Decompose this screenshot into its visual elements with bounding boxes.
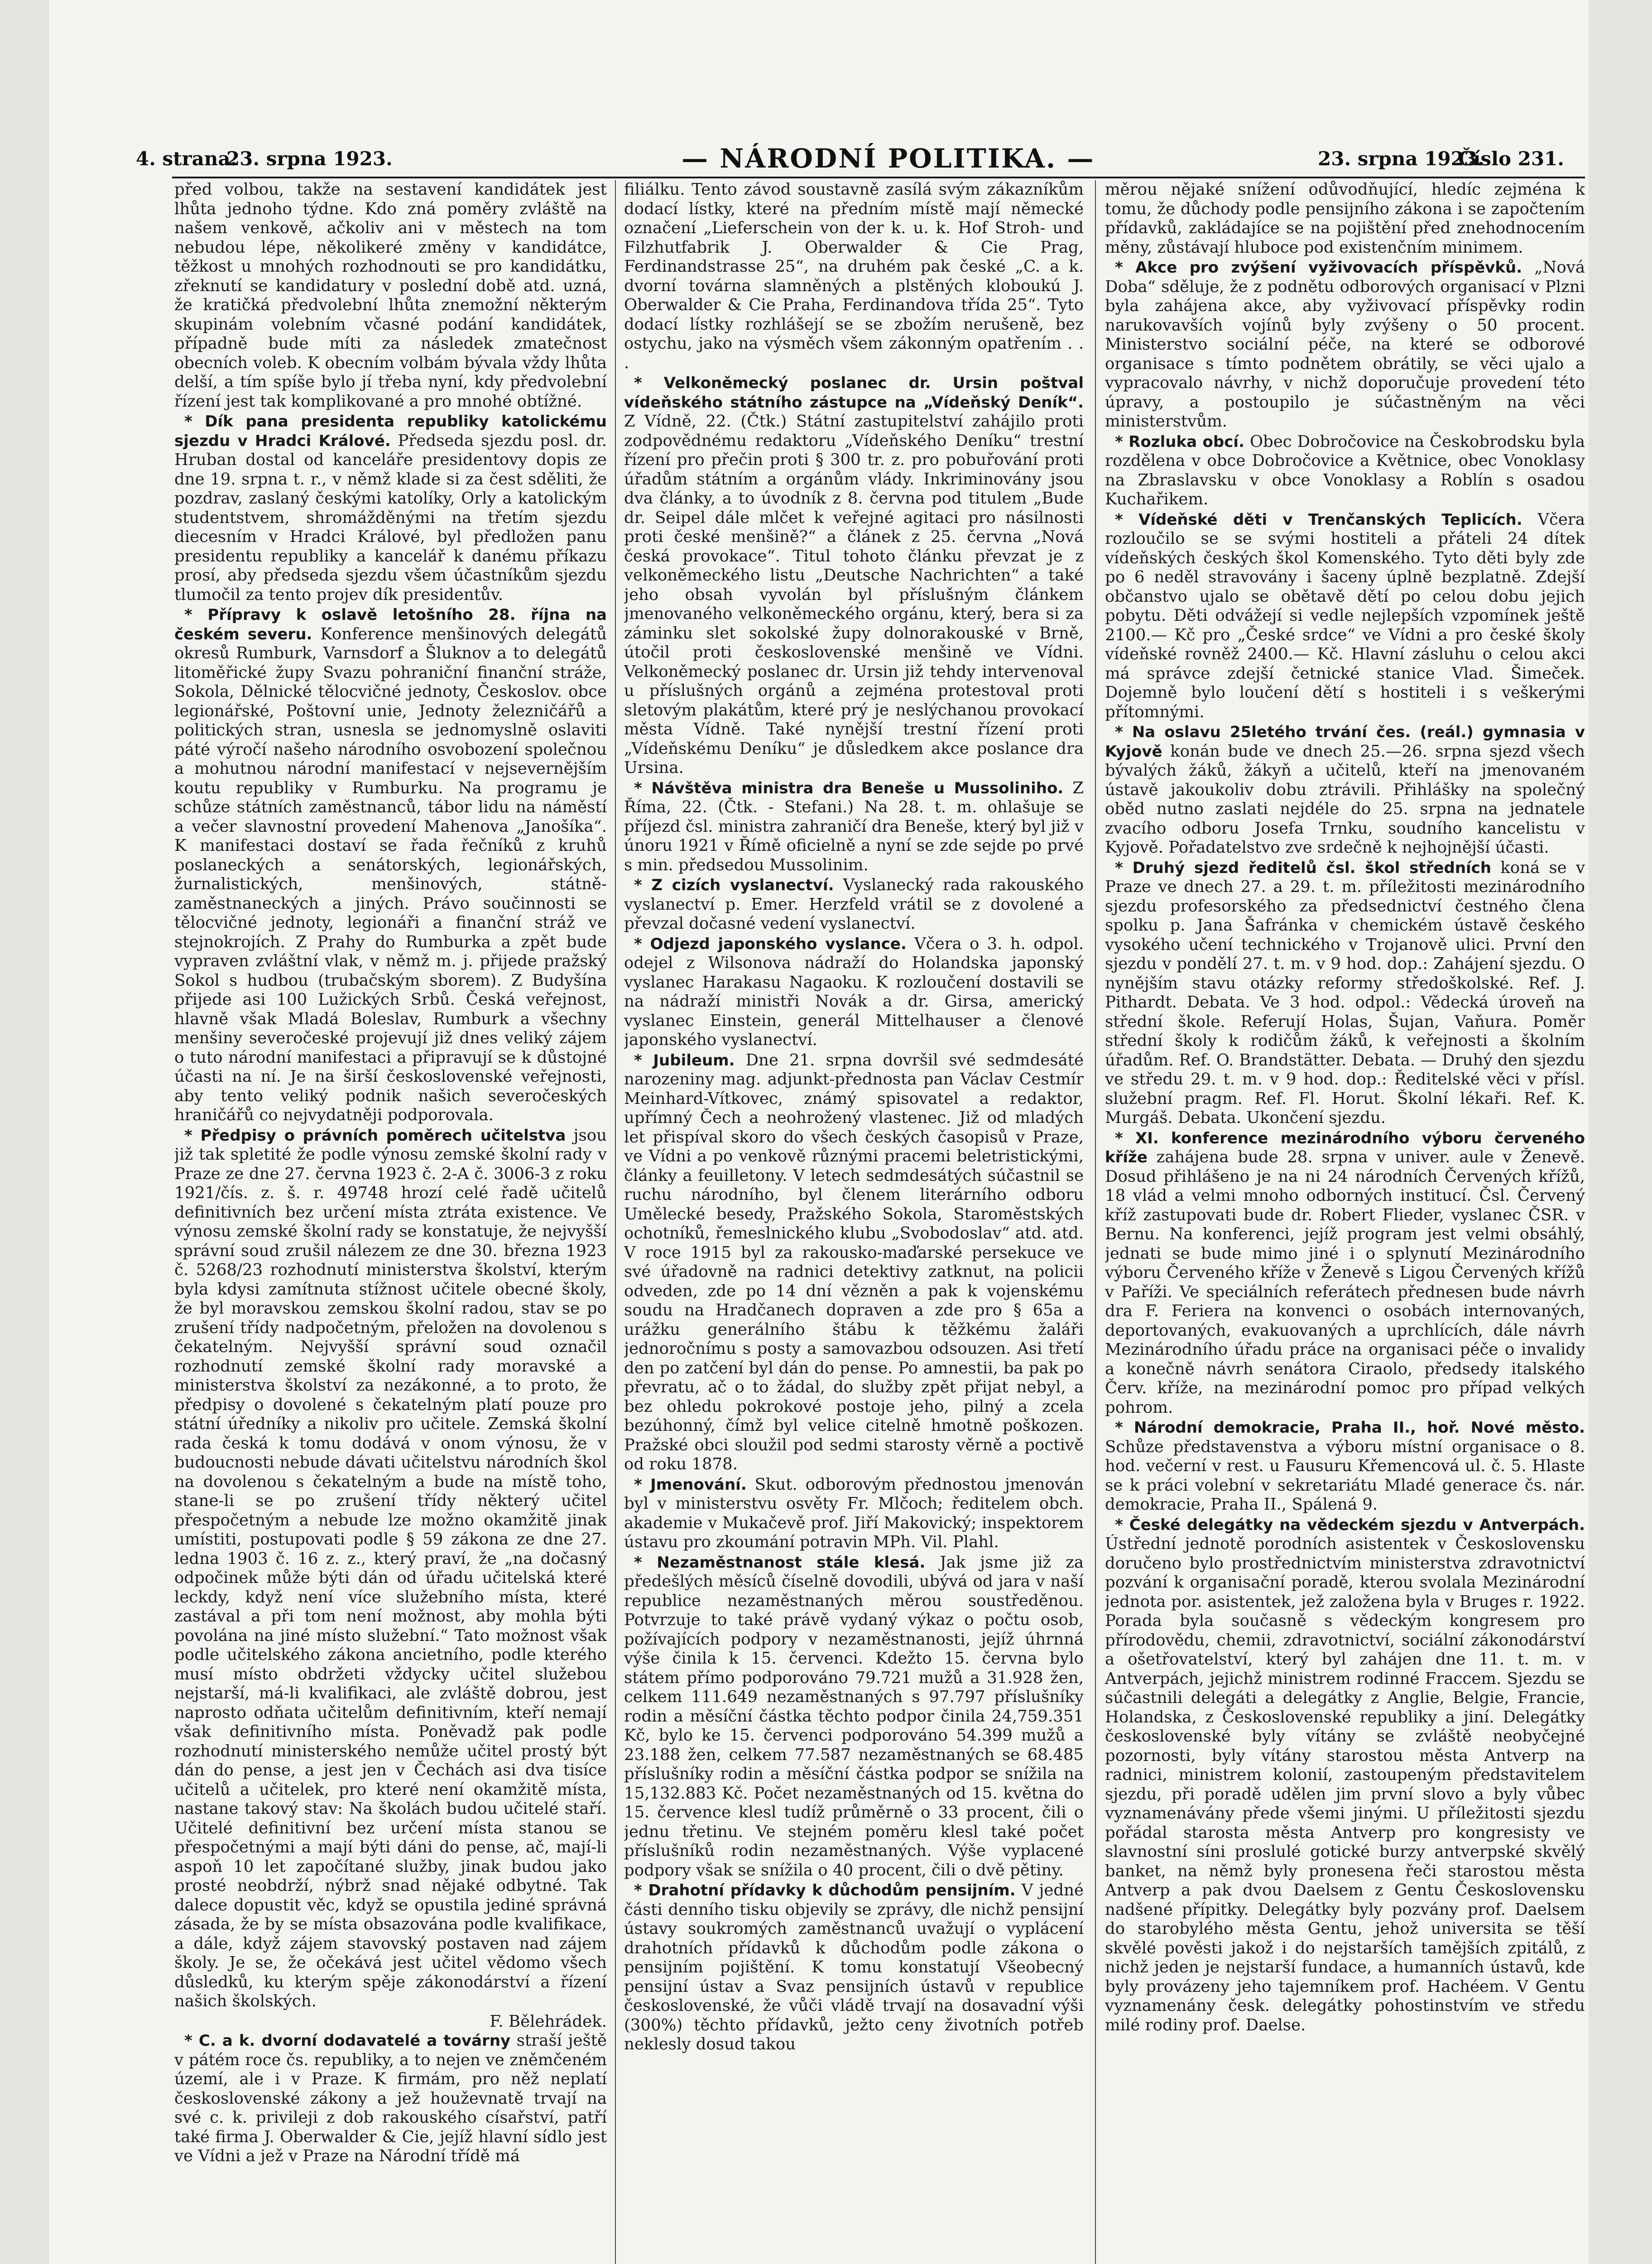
article-headline: * Druhý sjezd ředitelů čsl. škol středních <box>1115 859 1492 877</box>
article-body: straší ještě v pátém roce čs. republiky, a to nejen ve zněmčeném území, ale i v Praze. K firmám, pro něž neplatí československé zákony a jež houževnatě trvají na své c. k. privileji z dob rakouského císařství, patří také firma J. Oberwalder & Cie, jejíž hlavní sídlo jest ve Vídni a jež v Praze na Národní třídě má <box>174 2031 607 2165</box>
article-headline: * Dík pana presidenta republiky katolickému sjezdu v Hradci Králové. <box>174 413 607 450</box>
article-body: Předseda sjezdu posl. dr. Hruban dostal od kanceláře presidentovy dopis ze dne 19. srpna t. r., v němž klade si za čest sděliti, že pozdrav, zaslaný českými katolíky, Orly a katolickým studentstvem, shromážděnými na třetím sjezdu diecesním v Hradci Králové, byl předložen panu presidentu republiky a kancelář k danému příkazu prosí, aby předseda sjezdu všem účastníkům sjezdu tlumočil za tento projev dík presidentův. <box>174 431 607 604</box>
article-body: konán bude ve dnech 25.—26. srpna sjezd všech bývalých žáků, žákyň a učitelů, kteří na jmenovaném ústavě jakoukoliv dobu ztrávili. Přihlášky na společný oběd nutno zaslati nejdéle do 25. srpna na jednatele zvacího odboru Josefa Trnku, soudního kancelistu v Kyjově. Pořadatelstvo zve srdečně k nejhojnější účasti. <box>1105 742 1585 857</box>
column-2 <box>624 180 1084 2264</box>
article-paragraph <box>1105 510 1585 722</box>
article-headline: * Rozluka obcí. <box>1115 432 1244 451</box>
article-paragraph <box>1105 723 1585 858</box>
article-body: Vyslanecký rada rakouského vyslanectví p. Emer. Herzfeld vrátil se z dovolené a převzal dočasné vedení vyslanectví. <box>624 876 1084 933</box>
article-body: koná se v Praze ve dnech 27. a 29. t. m. příležitosti mezinárodního sjezdu profesorského za předsednictví čestného člena spolku p. Jana Šafránka v chemickém ústavě českého vysokého učení technického v Trojanově ulici. První den sjezdu v pondělí 27. t. m. v 9 hod. dop.: Zahájení sjezdu. O nynějším stavu otázky reformy středoškolské. Ref. J. Pithardt. Debata. Ve 3 hod. odpol.: Vědecká úroveň na střední škole. Referují Holas, Šujan, Vaňura. Poměr střední školy k rodičům žáků, k veřejnosti a školním úřadům. Ref. O. Brandstätter. Debata. — Druhý den sjezdu ve středu 29. t. m. v 9 hod. dop.: Ředitelské věci v přísl. služební pragm. Ref. Fl. Horut. Školní lékaři. Ref. K. Murgáš. Debata. Ukončení sjezdu. <box>1105 858 1585 1127</box>
article-paragraph <box>624 935 1084 1050</box>
article-paragraph <box>624 779 1084 875</box>
page-header <box>136 134 1592 176</box>
article-paragraph <box>1105 1516 1585 2035</box>
article-headline: * Národní demokracie, Praha II., hoř. Nové město. <box>1115 1419 1585 1437</box>
article-body: Schůze představenstva a výboru místní organisace o 8. hod. večerní v rest. u Fausuru Křemencová ul. č. 5. Hlaste se k práci volební v sekretariátu Mladé generace čs. nár. demokracie, Praha II., Spálená 9. <box>1105 1437 1585 1514</box>
article-headline: * Vídeňské děti v Trenčanských Teplicích. <box>1115 510 1522 529</box>
article-paragraph <box>624 1051 1084 1474</box>
article-paragraph <box>624 1881 1084 2054</box>
header-date-right: 23. srpna 1923. <box>1318 148 1484 170</box>
article-paragraph <box>1105 859 1585 1128</box>
article-paragraph <box>1105 1129 1585 1418</box>
column-divider <box>615 180 616 2264</box>
header-rule <box>172 177 1585 178</box>
article-body: Z Vídně, 22. (Čtk.) Státní zastupitelství zahájilo proti zodpovědnému redaktoru „Vídeňského Deníku“ trestní řízení pro přečin proti § 300 tr. z. pro pobuřování proti úřadům státním a orgánům vlády. Inkriminovány jsou dva články, a to úvodník z 8. června pod titulem „Bude dr. Seipel dále mlčet k veřejné agitaci pro násilnosti proti české menšině?“ a článek z 25. června „Nová česká provokace“. Titul tohoto článku převzat je z velkoněmeckého listu „Deutsche Nachrichten“ a také jeho obsah vyvolán byl příslušným článkem jmenovaného velkoněmeckého orgánu, který, bera si za záminku slet sokolské župy dolnorakouské v Brně, útočil proti československé menšině ve Vídni. Velkoněmecký poslanec dr. Ursin již tehdy intervenoval u příslušných orgánů a zejména protestoval proti sletovým plakátům, které prý je neslýchanou provokací města Vídně. Také nynější trestní řízení proti „Vídeňskému Deníku“ je důsledkem akce poslance dra Ursina. <box>624 412 1084 777</box>
article-body: Z Říma, 22. (Čtk. - Stefani.) Na 28. t. m. ohlašuje se příjezd čsl. ministra zahraničí dra Beneše, který byl již v únoru 1921 v Římě oficielně a nyní se zde sejde po prvé s min. předsedou Mussolinim. <box>624 778 1084 874</box>
article-signature: F. Bělehrádek. <box>490 2012 607 2031</box>
article-paragraph <box>624 1475 1084 1552</box>
article-headline: * Drahotní přídavky k důchodům pensijním. <box>634 1881 1016 1899</box>
article-paragraph <box>174 412 607 604</box>
article-paragraph <box>1105 1418 1585 1515</box>
header-date-left: 23. srpna 1923. <box>226 148 393 170</box>
article-headline: * Odjezd japonského vyslance. <box>634 935 907 953</box>
column-1 <box>174 180 607 2264</box>
article-headline: * Jmenování. <box>634 1475 747 1494</box>
article-headline: * Jubileum. <box>634 1051 735 1070</box>
article-body: V jedné části denního tisku objevily se zprávy, dle nichž pensijní ústavy soukromých zaměstnanců uvažují o vyplácení drahotních přídavků k důchodům podle zákona o pensijním pojištění. K tomu konstatují Všeobecný pensijní ústav a Svaz pensijních ústavů v republice československé, že vůči vládě trvají na dosavadní výši (300%) těchto přídavků, ježto ceny životních potřeb neklesly dosud takou <box>624 1881 1084 2053</box>
masthead-title: — NÁRODNÍ POLITIKA. — <box>682 143 1095 174</box>
article-body: Jak jsme již za předešlých měsíců číselně dovodili, ubývá od jara v naší republice nezaměstnaných měrou soustředěnou. Potvrzuje to také právě vydaný výkaz o počtu osob, požívajících podpory v nezaměstnanosti, jejíž úhrnná výše činila k 15. červenci. Kdežto 15. června bylo státem přímo podporováno 79.721 mužů a 31.928 žen, celkem 111.649 nezaměstnaných s 97.797 příslušníky rodin a měsíční částka těchto podpor činila 24,759.351 Kč, bylo ke 15. červenci podporováno 54.399 mužů a 23.188 žen, celkem 77.587 nezaměstnaných se 68.485 příslušníky rodin a měsíční částka podpor se snížila na 15,132.883 Kč. Počet nezaměstnaných od 15. května do 15. července klesl tudíž průměrně o 33 procent, čili o jednu třetinu. Ve stejném poměru klesl také počet příslušníků rodin nezaměstnaných. Výše vyplacené podpory však se snížila o 40 procent, čili o dvě pětiny. <box>624 1553 1084 1880</box>
article-paragraph <box>624 876 1084 934</box>
article-body: Konference menšinových delegátů okresů Rumburk, Varnsdorf a Šluknov a to delegátů litoměřické župy Svazu pohraniční finanční stráže, Sokola, Dělnické tělocvičné jednoty, Českoslov. obce legionářské, Poštovní unie, Jednoty železničářů a politických stran, usnesla se jednomyslně oslaviti páté výročí našeho národního osvobození společnou a mohutnou národní manifestací v nejsevernějším koutu republiky v Rumburku. Na programu je schůze státních zaměstnanců, tábor lidu na náměstí a večer slavnostní provedení Mahenova „Janošíka“. K manifestaci dostaví se řada řečníků z kruhů poslaneckých a senátorských, legionářských, žurnalistických, menšinových, státně-zaměstnaneckých a jiných. Právo součinnosti se tělocvičné jednoty, legionáři a finanční stráž ve stejnokrojích. Z Prahy do Rumburka a zpět bude vypraven zvláštní vlak, v němž m. j. přijede pražský Sokol s hudbou (trubačským sborem). Z Budyšína přijede asi 100 Lužických Srbů. Česká veřejnost, hlavně však Mladá Boleslav, Rumburk a všechny menšiny severočeské projevují již dnes veliký zájem o tuto národní manifestaci a připravují se k důstojné účasti na ní. Je na širší československé veřejnosti, aby tento veliký podnik našich severočeských hraničářů co nejvydatněji podporovala. <box>174 624 607 1124</box>
article-headline: * XI. konference mezinárodního výboru červeného kříže <box>1105 1129 1585 1166</box>
article-paragraph <box>624 1553 1084 1880</box>
article-headline: * Velkoněmecký poslanec dr. Ursin poštval vídeňského státního zástupce na „Vídeňský Deník“. <box>624 374 1084 412</box>
article-headline: * Akce pro zvýšení vyživovacích příspěvků. <box>1115 259 1522 277</box>
issue-number: Číslo 231. <box>1458 148 1564 170</box>
article-headline: * C. a k. dvorní dodavatelé a továrny <box>184 2032 511 2050</box>
article-headline: * Návštěva ministra dra Beneše u Mussoliniho. <box>634 779 1064 797</box>
article-headline: * Přípravy k oslavě letošního 28. října na českém severu. <box>174 606 607 643</box>
article-paragraph <box>174 605 607 1125</box>
article-body: před volbou, takže na sestavení kandidátek jest lhůta jednoho týdne. Kdo zná poměry zvláště na našem venkově, ačkoliv ani v městech na tom nebudou lépe, několikeré změny v kandidátce, těžkost u mnohých rozhodnouti se pro kandidátku, zřeknutí se kandidatury v poslední době atd. uzná, že kratičká předvolební lhůta znemožní některým skupinám volebním včasné podání kandidátek, případně bude míti za následek zmatečnost obecních voleb. K obecním volbám bývala vždy lhůta delší, a tím spíše bylo jí třeba nyní, kdy předvolební řízení jest tak komplikované a pro mnohé obtížné. <box>174 180 607 411</box>
article-paragraph <box>1105 258 1585 432</box>
article-paragraph <box>174 180 607 411</box>
article-body: zahájena bude 28. srpna v univer. aule v Ženevě. Dosud přihlášeno je na ni 24 národních Červených křížů, 18 vlád a velmi mnoho odborných institucí. Čsl. Červený kříž zastupovati bude dr. Robert Flieder, vyslanec ČSR. v Bernu. Na konferenci, jejíž program jest velmi obsáhlý, jednati se bude mimo jiné i o splynutí Mezinárodního výboru Červeného kříže v Ženevě s Ligou Červených křížů v Paříži. Ve speciálních referátech přednesen bude návrh dra F. Feriera na konvenci o osobách internovaných, deportovaných, evakuovaných a uprchlících, dále návrh Mezinárodního úřadu práce na organisaci péče o invalidy a konečně návrh senátora Ciraolo, předsedy italského Červ. kříže, na mezinárodní pomoc pro případ velkých pohrom. <box>1105 1148 1585 1417</box>
article-body: Obec Dobročovice na Českobrodsku byla rozdělena v obce Dobročovice a Květnice, obec Vonoklasy na Zbraslavsku v obce Vonoklasy a Roblín s osadou Kuchařikem. <box>1105 432 1585 508</box>
article-body: „Nová Doba“ sděluje, že z podnětu odborových organisací v Plzni byla zahájena akce, aby vyživovací příspěvky rodin narukovavších vojínů byly zvýšeny o 50 procent. Ministerstvo sociální péče, na které se odborové organisace s tímto podnětem obrátily, se věci ujalo a vypracovalo návrhy, v nichž doporučuje provedení této úpravy, a postoupilo je súčastněným na věci ministerstvům. <box>1105 258 1585 431</box>
article-headline: * Předpisy o právních poměrech učitelstva <box>184 1126 566 1145</box>
article-body: měrou nějaké snížení odůvodňující, hledíc zejména k tomu, že důchody podle pensijního zákona i se započtením přídavků, zakládajíce se na pojištění před znehodnocením měny, zůstávají hluboce pod existenčním minimem. <box>1105 180 1585 257</box>
article-paragraph <box>1105 180 1585 257</box>
article-paragraph <box>174 2031 607 2166</box>
article-body: jsou již tak spletité že podle výnosu zemské školní rady v Praze ze dne 27. června 1923 č. 2-A č. 3006-3 z roku 1921/čís. z. š. r. 49748 hrozí celé řadě učitelů definitivních bez určení místa ztráta existence. Ve výnosu zemské školní rady se konstatuje, že nejvyšší správní soud zrušil nálezem ze dne 30. března 1923 č. 5268/23 rozhodnutí ministerstva školství, kterým byla kdysi zamítnuta stížnost učitele obecné školy, že byl moravskou zemskou školní radou, stav se po zrušení třídy nadpočetným, přeložen na dovolenou s čekatelným. Nejvyšší správní soud označil rozhodnutí zemské školní rady moravské a ministerstva školství za nezákonné, a to proto, že předpisy o dovolené s čekatelným platí pouze pro státní úředníky a nikoliv pro učitele. Zemská školní rada česká k tomu dodává v onom výnosu, že v budoucnosti nebude dávati učitelstvu národních škol na dovolenou s čekatelným a bude na místě toho, stane-li se po zrušení třídy některý učitel přespočetným a nebude lze možno okamžitě jinak umístiti, postupovati podle § 59 zákona ze dne 27. ledna 1903 č. 16 z. z., který praví, že „na dočasný odpočinek může býti dán od úřadu učitelská které leckdy, když není více služebního místa, které zastával a při tom není možnost, aby mohla býti povolána na jiné místo služební.“ Tato možnost však podle učitelského zákona ancietního, podle kterého musí místo obdržeti vždycky učitel služebou nejstarší, má-li kvalifikaci, ale zvláště dobrou, jest naprosto odňata učitelům definitivním, kteří nemají však definitivního místa. Poněvadž pak podle rozhodnutí ministerského nemůže učitel prostý být dán do pense, a jest jen v Čechách asi dva tisíce učitelů a učitelek, pro které není okamžitě místa, nastane takový stav: Na školách budou učitelé staří. Učitelé definitivní bez určení místa stanou se přespočetnými a mají býti dáni do pense, ač, mají-li aspoň 10 let započítané služby, jinak budou jako prosté neobdrží, nýbrž snad nějaké odbytné. Tak dalece dopustit věc, když se opustila jediné správná zásada, že by se místa obsazována podle kvalifikace, a dále, když zájem stavovský postaven nad zájem školy. Je se, že očekává jest učitel vědomo všech důsledků, ku kterým spěje zákonodárství a řízení našich školských. <box>174 1126 607 2010</box>
article-body: Skut. odborovým přednostou jmenován byl v ministerstvu osvěty Fr. Mlčoch; ředitelem obch. akademie v Mukačevě prof. Jiří Makovický; inspektorem ústavu pro zkoumání potravin MPh. Vil. Plahl. <box>624 1475 1084 1551</box>
column-3 <box>1105 180 1585 2264</box>
article-paragraph <box>1105 432 1585 509</box>
article-body: Včera rozloučilo se se svými hostiteli a přáteli 24 dítek vídeňských českých škol Komenského. Tyto děti byly zde po 6 neděl stravovány i šaceny úplně bezplatně. Zdejší občanstvo ujalo se obětavě dětí po celou dobu jejich pobytu. Děti odvážejí si vedle nejlepších vzpomínek ještě 2100.— Kč pro „České srdce“ ve Vídni a pro české školy vídeňské rovněž 2400.— Kč. Hlavní zásluhu o celou akci má správce zdejší četnické stanice Vlad. Šimeček. Dojemně bylo loučení dětí s hostiteli i s veškerými přítomnými. <box>1105 510 1585 721</box>
article-body: Včera o 3. h. odpol. odejel z Wilsonova nádraží do Holandska japonský vyslanec Harakasu Nagaoku. K rozloučení dostavili se na nádraží ministři Novák a dr. Girsa, americký vyslanec Einstein, generál Mittelhauser a členové japonského vyslanectví. <box>624 934 1084 1049</box>
article-body: filiálku. Tento závod soustavně zasílá svým zákazníkům dodací lístky, které na předním místě mají německé označení „Lieferschein von der k. u. k. Hof Stroh- und Filzhutfabrik J. Oberwalder & Cie Prag, Ferdinandstrasse 25“, na druhém pak české „C. a k. dvorní továrna slamněných a plstěných kloboukú J. Oberwalder & Cie Praha, Ferdinandova třída 25“. Tyto dodací lístky rozhlášejí se se zbožím nerušeně, bez ostychu, jako na výsměch všem zákonným opatřením . . . <box>624 180 1084 372</box>
article-paragraph <box>174 1126 607 2011</box>
article-paragraph <box>624 374 1084 778</box>
article-headline: * Z cizích vyslanectví. <box>634 876 834 894</box>
article-paragraph <box>624 180 1084 373</box>
article-body: Ústřední jednotě porodních asistentek v Československu doručeno bylo prostřednictvím ministerstva zdravotnictví pozvání k organisační poradě, kterou svolala Mezinárodní jednota por. asistentek, jež založena byla v Bruges r. 1922. Porada byla současně s vědeckým kongresem pro přírodovědu, chemii, zdravotnictví, sociální zákonodárství a ošetřovatelství, který byl zahájen dne 11. t. m. v Antverpách, jejichž ministrem rodinné Fraccem. Sjezdu se súčastnili delegáti a delegátky z Anglie, Belgie, Francie, Holandska, z Československé republiky a jiní. Delegátky československé byly vítány se zvláště neobyčejné pozornosti, byly vítány starostou města Antverp na radnici, ministrem kolonií, zastoupeným představitelem sjezdu, při poradě udělen jim první slovo a byly vůbec vyznamenávány přede všemi jinými. U příležitosti sjezdu pořádal starosta města Antverp pro kongresisty ve slavnostní síni proslulé gotické burzy antverpské skvělý banket, na němž byly pronesena řeči starostou města Antverp a pak dvou Daelsem z Gentu Československu nadšené přípitky. Delegátky byly pozvány prof. Daelsem do starobylého města Gentu, jehož universita se těší skvělé pověsti jakož i do nejstarších tamějších zpitálů, z nichž jeden je nejstarší fundace, a humanních ústavů, kde byly provázeny jeho tajemníkem prof. Hachéem. V Gentu vyznamenány česk. delegátky pohostinstvím ve středu milé rodiny prof. Daelse. <box>1105 1535 1585 2034</box>
article-body: Dne 21. srpna dovršil své sedmdesáté narozeniny mag. adjunkt-přednosta pan Václav Cestmír Meinhard-Vítkovec, známý spisovatel a redaktor, upřímný Čech a neohrožený vlastenec. Již od mladých let přispíval skoro do všech českých časopisů v Praze, ve Vídni a po venkově různými pracemi beletristickými, články a feuilletony. V letech sedmdesátých súčastnil se ruchu národního, byl členem literárního odboru Umělecké besedy, Pražského Sokola, Staroměstských ochotníků, řemeslnického klubu „Svobodoslav“ atd. atd. V roce 1915 byl za rakousko-maďarské persekuce ve své úřadovně na radnici detektivy zatknut, na policii odveden, zde po 14 dní vězněn a pak k vojenskému soudu na Hradčanech dopraven a zde pro § 65a a urážku generálního štábu k těžkému žaláři jednoročnímu s posty a samovazbou odsouzen. Asi třetí den po zatčení byl dán do pense. Po amnestii, ba pak po převratu, ač o to žádal, do služby zpět přijat nebyl, a bez ohledu pokrokové postoje jeho, pilný a zcela bezúhonný, čímž byl velice citelně hmotně poškozen. Pražské obci sloužil pod sedmi starosty věrně a poctivě od roku 1878. <box>624 1050 1084 1473</box>
column-divider <box>1095 180 1096 2264</box>
article-headline: * České delegátky na vědeckém sjezdu v Antverpách. <box>1115 1516 1585 1534</box>
article-headline: * Na oslavu 25letého trvání čes. (reál.) gymnasia v Kyjově <box>1105 723 1585 761</box>
page-number: 4. strana. <box>136 148 237 170</box>
article-headline: * Nezaměstnanost stále klesá. <box>634 1553 926 1572</box>
